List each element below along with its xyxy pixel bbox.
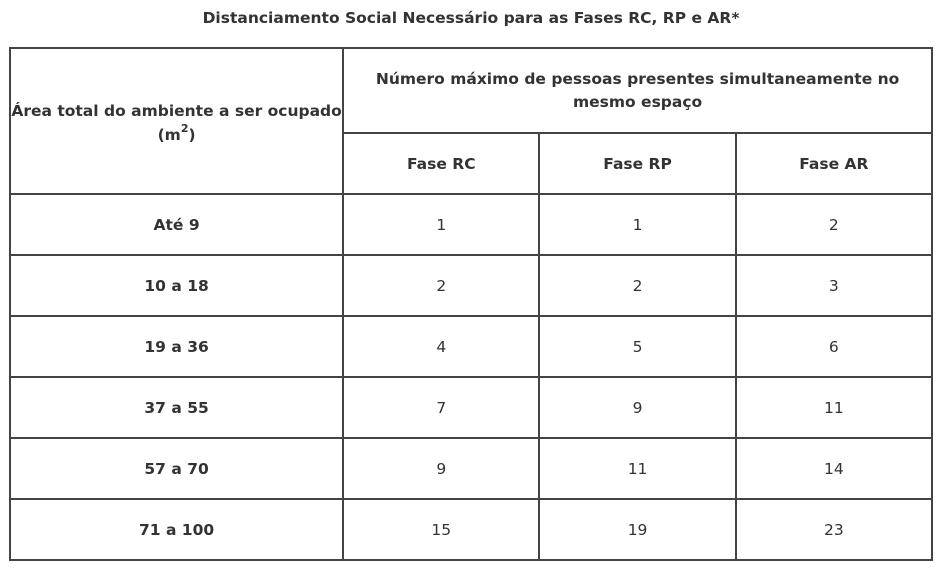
rp-value-cell: 5	[539, 316, 735, 377]
area-cell: 19 a 36	[10, 316, 343, 377]
ar-value-cell: 2	[736, 194, 932, 255]
rc-value-cell: 1	[343, 194, 539, 255]
rp-value-cell: 2	[539, 255, 735, 316]
rc-value-cell: 4	[343, 316, 539, 377]
table-row	[10, 377, 932, 438]
table-title: Distanciamento Social Necessário para as Fases RC, RP e AR*	[202, 9, 740, 27]
ar-value-cell: 6	[736, 316, 932, 377]
max-people-group-header: Número máximo de pessoas presentes simultaneamente no mesmo espaço	[343, 48, 932, 133]
table-row	[10, 499, 932, 560]
rc-value-cell: 2	[343, 255, 539, 316]
rp-value-cell: 11	[539, 438, 735, 499]
rc-value-cell: 7	[343, 377, 539, 438]
area-cell: 57 a 70	[10, 438, 343, 499]
ar-value-cell: 14	[736, 438, 932, 499]
rc-value-cell: 9	[343, 438, 539, 499]
area-column-header: Área total do ambiente a ser ocupado $(m^2)$	[10, 48, 343, 194]
area-cell: 71 a 100	[10, 499, 343, 560]
phase-header-ar: Fase AR	[736, 133, 932, 194]
rp-value-cell: 1	[539, 194, 735, 255]
social-distancing-table	[9, 47, 933, 561]
area-cell: Até 9	[10, 194, 343, 255]
area-unit-exponent: 2	[180, 121, 189, 135]
table-row	[10, 316, 932, 377]
rp-value-cell: 9	[539, 377, 735, 438]
table-row	[10, 194, 932, 255]
table-row	[10, 255, 932, 316]
table-row	[10, 438, 932, 499]
area-unit-base: m	[164, 126, 181, 144]
rc-value-cell: 15	[343, 499, 539, 560]
phase-header-rc: Fase RC	[343, 133, 539, 194]
area-header-label: Área total do ambiente a ser ocupado	[11, 102, 342, 120]
ar-value-cell: 23	[736, 499, 932, 560]
phase-header-rp: Fase RP	[539, 133, 735, 194]
ar-value-cell: 3	[736, 255, 932, 316]
area-cell: 37 a 55	[10, 377, 343, 438]
area-cell: 10 a 18	[10, 255, 343, 316]
rp-value-cell: 19	[539, 499, 735, 560]
ar-value-cell: 11	[736, 377, 932, 438]
